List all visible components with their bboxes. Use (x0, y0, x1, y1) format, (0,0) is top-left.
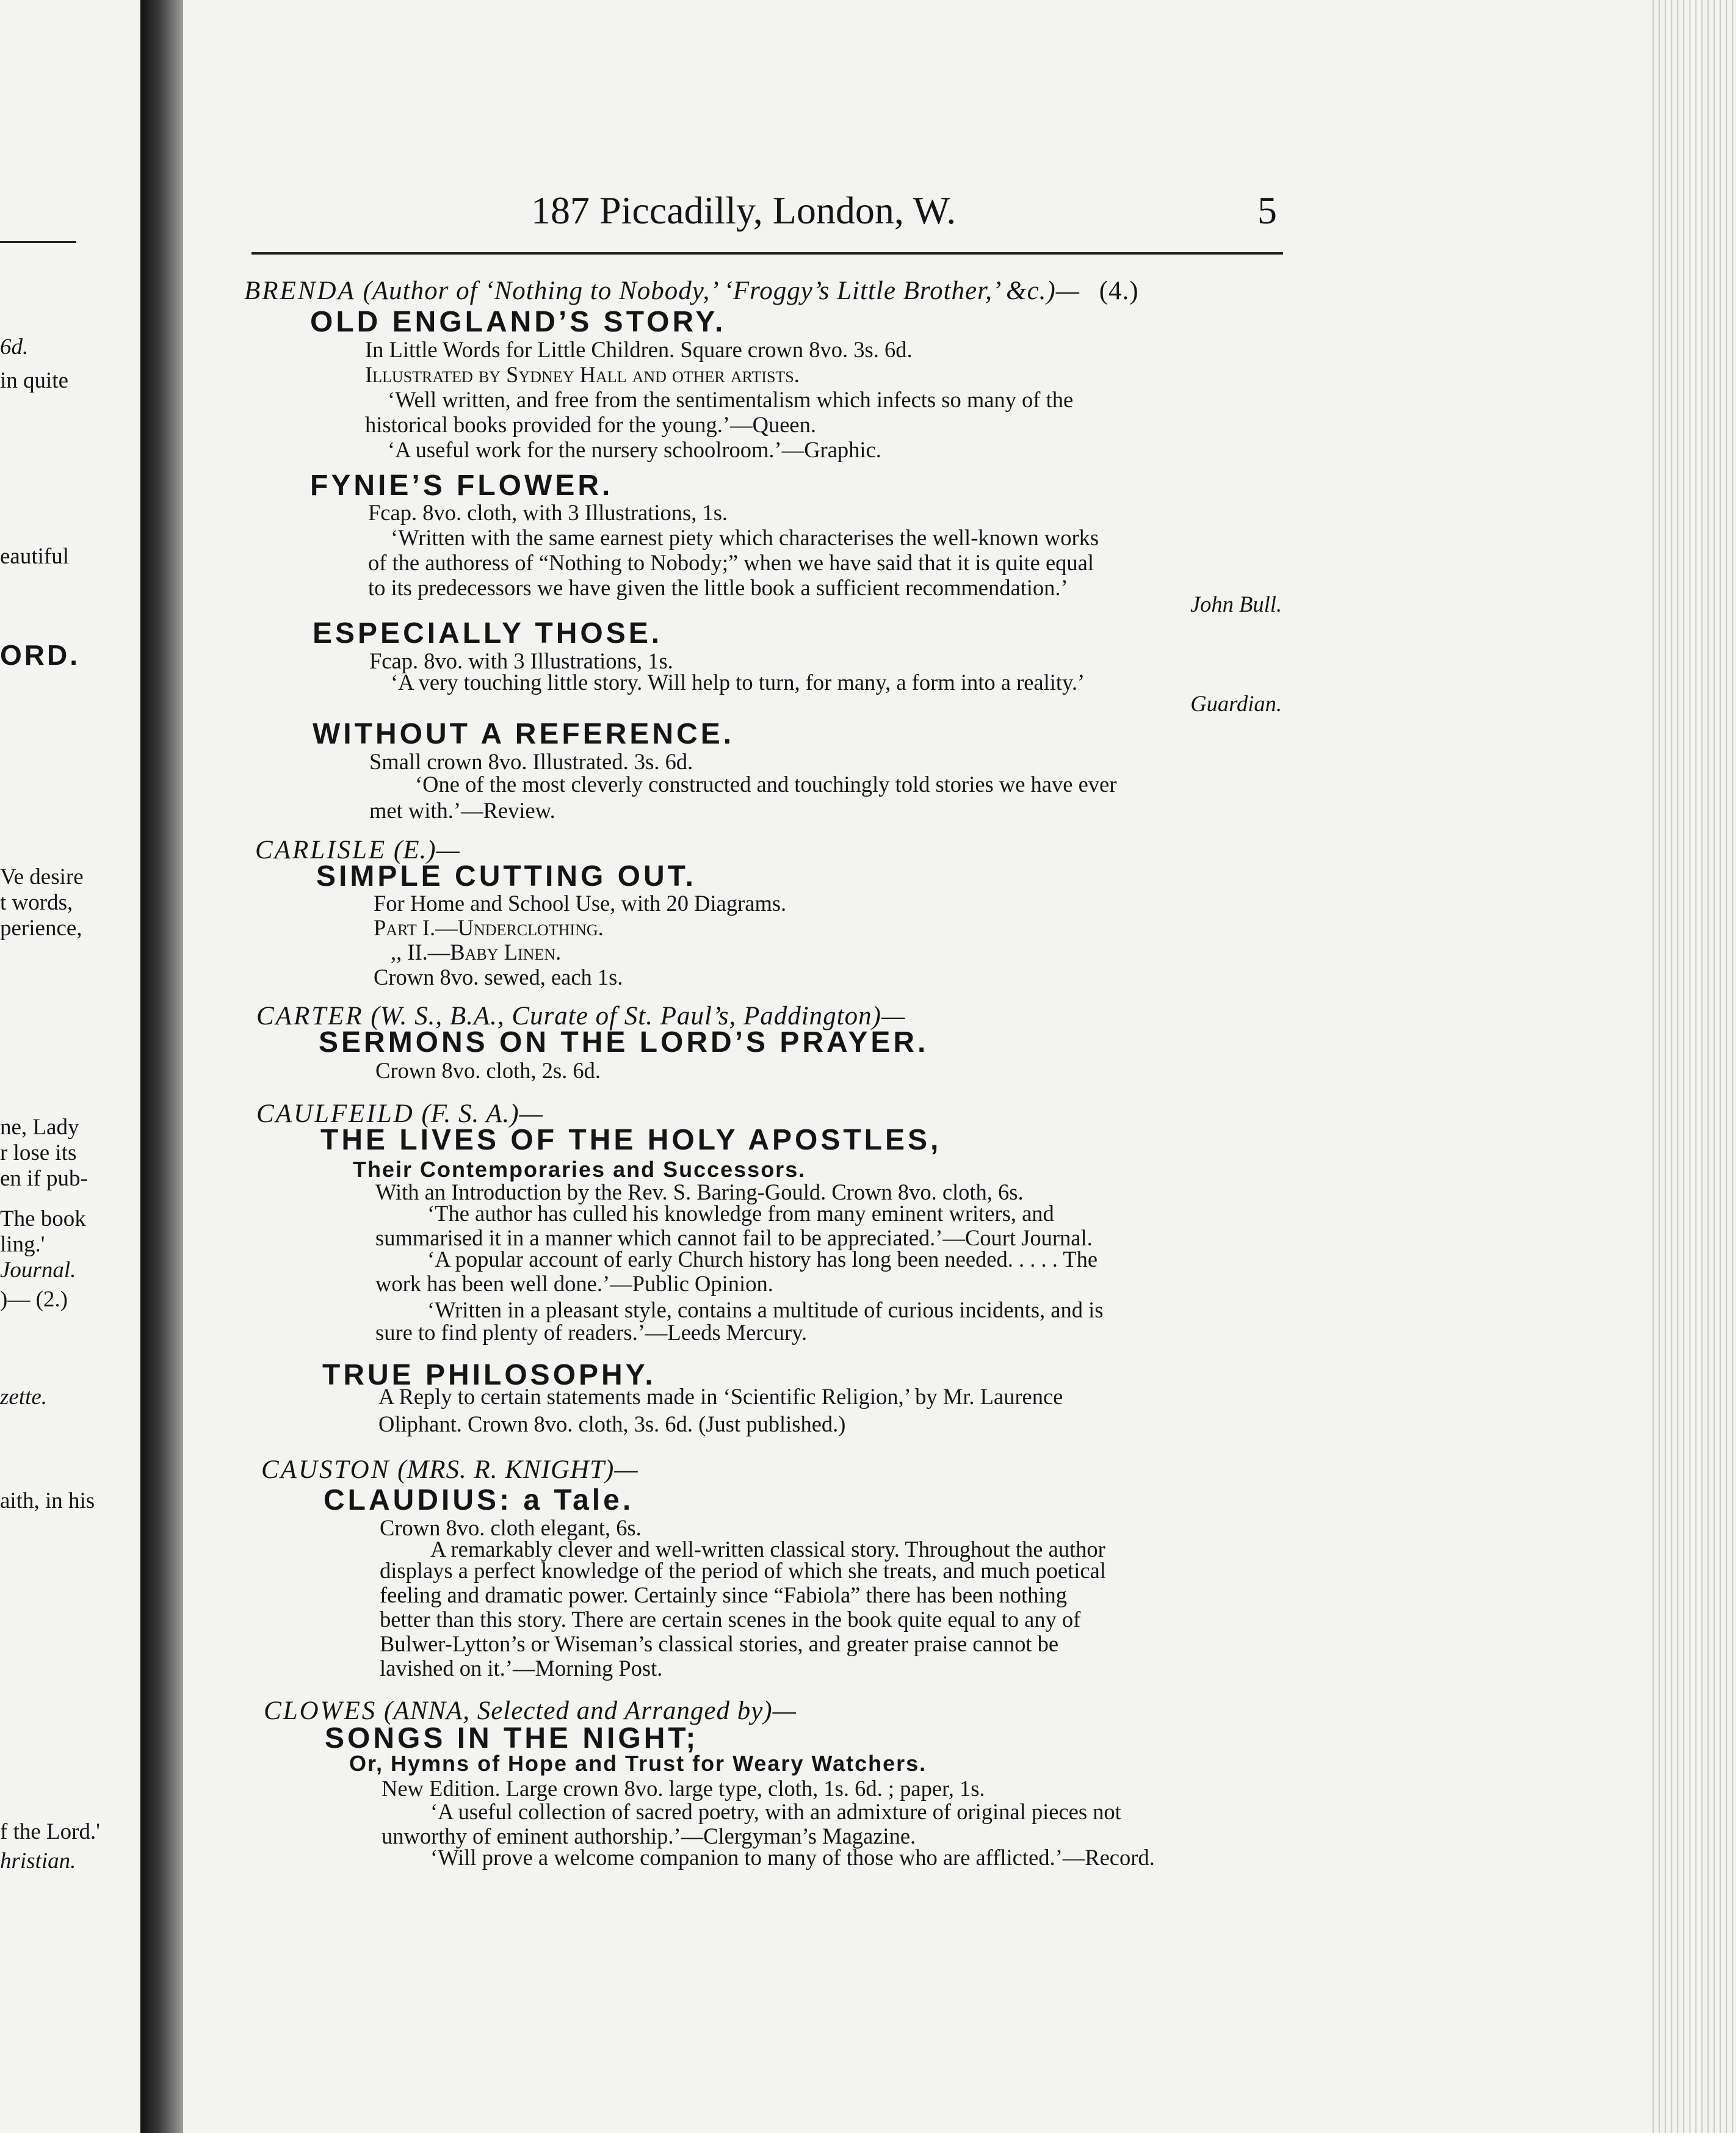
facing-fragment: t words, (0, 890, 73, 915)
book-line: better than this story. There are certain scenes in the book quite equal to any of (380, 1607, 1081, 1632)
book-line: ‘Written in a pleasant style, contains a multitude of curious incidents, and is (427, 1297, 1104, 1322)
book-title: OLD ENGLAND’S STORY. (310, 306, 726, 338)
book-line: Fcap. 8vo. with 3 Illustrations, 1s. (369, 648, 673, 673)
running-header (531, 188, 956, 233)
book-line: New Edition. Large crown 8vo. large type, cloth, 1s. 6d. ; paper, 1s. (382, 1776, 985, 1801)
facing-fragment: The book (0, 1206, 86, 1231)
facing-fragment: perience, (0, 916, 82, 941)
facing-fragment: aith, in his (0, 1488, 95, 1513)
book-title: SONGS IN THE NIGHT; (325, 1722, 699, 1755)
author-name: CAUSTON (261, 1455, 391, 1484)
author-name: CARTER (256, 1002, 364, 1030)
book-title: CLAUDIUS: a Tale. (324, 1484, 634, 1516)
book-line: to its predecessors we have given the little book a sufficient recommendation.’ (368, 575, 1068, 600)
book-line: With an Introduction by the Rev. S. Baring-Gould. Crown 8vo. cloth, 6s. (375, 1179, 1024, 1204)
book-line: ‘A useful work for the nursery schoolroom.’—Graphic. (388, 437, 881, 462)
book-title: TRUE PHILOSOPHY. (322, 1359, 656, 1391)
author-name: BRENDA (244, 277, 356, 305)
facing-fragment: Journal. (0, 1258, 76, 1283)
author-note: (ANNA, Selected and Arranged by)— (383, 1697, 797, 1725)
book-line: In Little Words for Little Children. Square crown 8vo. 3s. 6d. (365, 337, 913, 362)
facing-fragment: en if pub- (0, 1166, 88, 1191)
book-line: ,, II.—Baby Linen. (391, 940, 562, 965)
author-note: (F. S. A.)— (421, 1099, 543, 1128)
book-line: displays a perfect knowledge of the period of which she treats, and much poetical (380, 1558, 1106, 1583)
author-note: (Author of ‘Nothing to Nobody,’ ‘Froggy’s Little Brother,’ &c.)— (363, 277, 1080, 305)
book-line: ‘Written with the same earnest piety which characterises the well-known works (391, 525, 1099, 550)
book-title: WITHOUT A REFERENCE. (313, 718, 735, 750)
book-line: For Home and School Use, with 20 Diagrams. (374, 891, 787, 916)
header-address: 187 Piccadilly, London, W. (531, 189, 957, 232)
facing-fragment: eautiful (0, 544, 70, 569)
book-line: A remarkably clever and well-written classical story. Throughout the author (430, 1537, 1105, 1562)
book-line: Small crown 8vo. Illustrated. 3s. 6d. (369, 749, 693, 774)
book-title: ESPECIALLY THOSE. (313, 617, 663, 650)
book-line: A Reply to certain statements made in ‘Scientific Religion,’ by Mr. Laurence (378, 1384, 1063, 1409)
book-line: Crown 8vo. cloth elegant, 6s. (380, 1515, 642, 1540)
book-title: SIMPLE CUTTING OUT. (316, 860, 696, 893)
page-edges (1648, 0, 1736, 2133)
book-line: of the authoress of “Nothing to Nobody;” when we have said that it is quite equal (368, 550, 1094, 575)
facing-fragment: 6d. (0, 335, 29, 360)
review-source: Guardian. (1190, 691, 1282, 716)
author-note: (MRS. R. KNIGHT)— (397, 1455, 638, 1484)
facing-fragment: ne, Lady (0, 1115, 79, 1140)
book-line: ‘Will prove a welcome companion to many of those who are afflicted.’—Record. (430, 1845, 1155, 1870)
facing-fragment: in quite (0, 368, 69, 393)
book-title: SERMONS ON THE LORD’S PRAYER. (319, 1026, 929, 1059)
author-heading (261, 1455, 638, 1485)
book-line: ‘One of the most cleverly constructed and touchingly told stories we have ever (415, 772, 1117, 797)
book-line: work has been well done.’—Public Opinion. (375, 1271, 773, 1296)
book-title: FYNIE’S FLOWER. (310, 469, 613, 502)
author-note: (W. S., B.A., Curate of St. Paul’s, Paddington)— (371, 1002, 906, 1030)
book-line: ‘A useful collection of sacred poetry, with an admixture of original pieces not (430, 1799, 1121, 1824)
book-line: Illustrated by Sydney Hall and other artists. (365, 362, 800, 387)
facing-fragment: zette. (0, 1385, 48, 1410)
book-line: ‘A very touching little story. Will help to turn, for many, a form into a reality.’ (391, 670, 1085, 695)
facing-fragment: Ve desire (0, 864, 84, 889)
book-line: Part I.—Underclothing. (374, 915, 604, 940)
facing-page-rule (0, 241, 76, 243)
book-line: Crown 8vo. cloth, 2s. 6d. (375, 1058, 601, 1083)
book-line: unworthy of eminent authorship.’—Clergyman’s Magazine. (382, 1823, 916, 1849)
author-name: CLOWES (264, 1697, 377, 1725)
facing-fragment: ORD. (0, 639, 80, 671)
book-line: feeling and dramatic power. Certainly since “Fabiola” there has been nothing (380, 1582, 1068, 1607)
book-line: ‘Well written, and free from the sentimentalism which infects so many of the (388, 387, 1074, 412)
author-note: (E.)— (393, 836, 460, 864)
book-line: historical books provided for the young.’—Queen. (365, 412, 816, 437)
book-line: ‘The author has culled his knowledge from many eminent writers, and (427, 1201, 1054, 1226)
facing-fragment: f the Lord.' (0, 1819, 100, 1844)
header-rule (251, 252, 1283, 255)
author-name: CAULFEILD (256, 1099, 414, 1128)
author-heading (244, 276, 1139, 306)
page-number: 5 (1257, 189, 1277, 232)
book-line: sure to find plenty of readers.’—Leeds Mercury. (375, 1320, 808, 1345)
book-line: Bulwer-Lytton’s or Wiseman’s classical stories, and greater praise cannot be (380, 1631, 1059, 1656)
book-line: met with.’—Review. (369, 798, 555, 823)
book-line: lavished on it.’—Morning Post. (380, 1656, 663, 1681)
facing-fragment: ling.' (0, 1232, 45, 1257)
facing-page (0, 0, 140, 2133)
author-name: CARLISLE (255, 836, 387, 864)
edition-number: (4.) (1099, 277, 1139, 305)
facing-fragment: r lose its (0, 1140, 77, 1165)
book-title: THE LIVES OF THE HOLY APOSTLES, (320, 1124, 942, 1156)
book-subtitle: Or, Hymns of Hope and Trust for Weary Watchers. (349, 1751, 927, 1776)
book-subtitle: Their Contemporaries and Successors. (353, 1157, 806, 1182)
facing-fragment: hristian. (0, 1849, 76, 1874)
book-line: Fcap. 8vo. cloth, with 3 Illustrations, 1s. (368, 500, 728, 525)
book-line: summarised it in a manner which cannot fail to be appreciated.’—Court Journal. (375, 1225, 1093, 1250)
review-source: John Bull. (1190, 592, 1282, 617)
facing-fragment: )— (2.) (0, 1287, 68, 1312)
book-line: ‘A popular account of early Church history has long been needed. . . . . The (427, 1247, 1098, 1272)
book-line: Crown 8vo. sewed, each 1s. (374, 965, 623, 990)
book-line: Oliphant. Crown 8vo. cloth, 3s. 6d. (Just published.) (378, 1411, 846, 1436)
